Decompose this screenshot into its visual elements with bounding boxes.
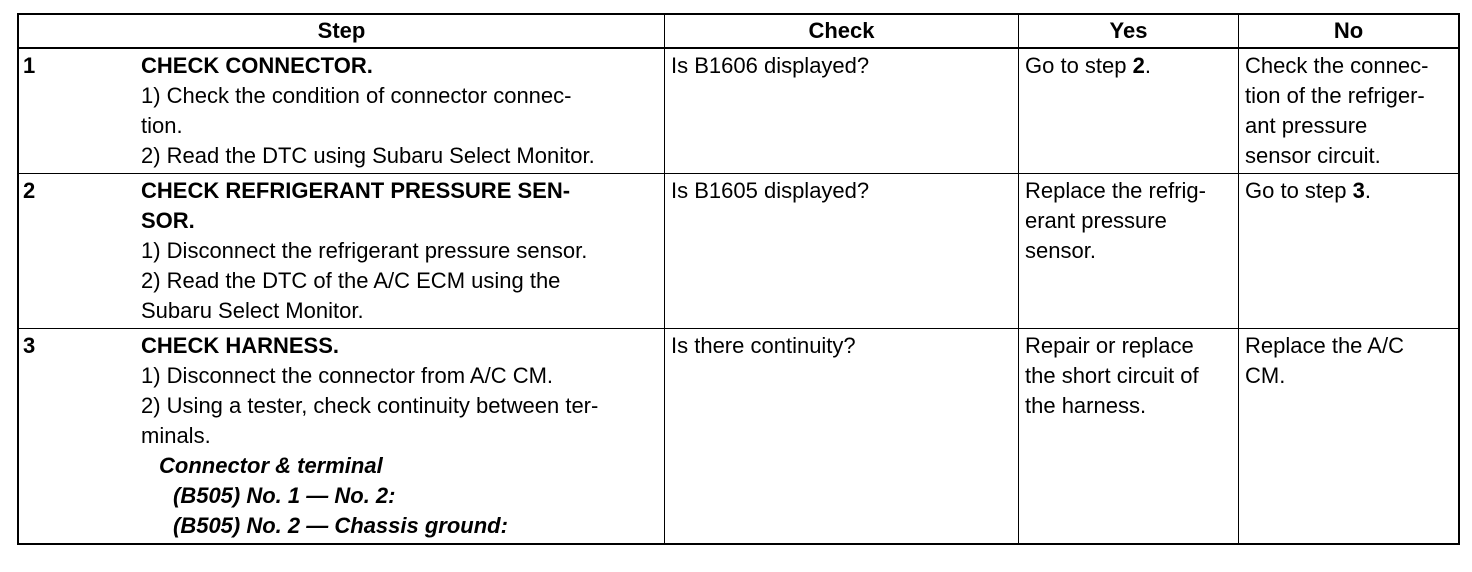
yes-step-link: 2	[1132, 53, 1145, 78]
connector-item: (B505) No. 2 — Chassis ground:	[173, 513, 508, 538]
yes-line: erant pressure	[1025, 208, 1167, 233]
no-line: Check the connec-	[1245, 53, 1429, 78]
header-step: Step	[19, 15, 665, 49]
step-line: 1) Check the condition of connector connec-	[141, 83, 572, 108]
yes-cell	[1019, 49, 1239, 174]
step-number: 2	[23, 178, 36, 203]
yes-line: the harness.	[1025, 393, 1147, 418]
step-line: 2) Read the DTC using Subaru Select Monitor.	[141, 143, 595, 168]
step-line: 1) Disconnect the connector from A/C CM.	[141, 363, 554, 388]
header-no: No	[1239, 15, 1458, 49]
step-cell	[19, 174, 665, 329]
no-step-link: 3	[1352, 178, 1365, 203]
no-line: sensor circuit.	[1245, 143, 1381, 168]
step-line: tion.	[141, 113, 183, 138]
no-text: Go to step	[1245, 178, 1353, 203]
step-content	[141, 51, 658, 171]
no-line: CM.	[1245, 363, 1286, 388]
step-title: SOR.	[141, 208, 195, 233]
no-cell	[1239, 174, 1458, 329]
no-line: tion of the refriger-	[1245, 83, 1425, 108]
step-line: 1) Disconnect the refrigerant pressure sensor.	[141, 238, 588, 263]
step-content	[141, 176, 658, 326]
step-cell	[19, 329, 665, 543]
step-title: CHECK HARNESS.	[141, 333, 340, 358]
step-line: 2) Read the DTC of the A/C ECM using the	[141, 268, 561, 293]
step-title: CHECK CONNECTOR.	[141, 53, 373, 78]
connector-item: (B505) No. 1 — No. 2:	[173, 483, 396, 508]
step-line: Subaru Select Monitor.	[141, 298, 364, 323]
yes-cell	[1019, 329, 1239, 543]
header-check: Check	[665, 15, 1019, 49]
step-title: CHECK REFRIGERANT PRESSURE SEN-	[141, 178, 571, 203]
check-cell: Is B1606 displayed?	[665, 49, 1019, 174]
yes-cell	[1019, 174, 1239, 329]
connector-title: Connector & terminal	[159, 453, 383, 478]
step-cell	[19, 49, 665, 174]
step-number: 3	[23, 333, 36, 358]
yes-text: Go to step	[1025, 53, 1133, 78]
yes-line: Repair or replace	[1025, 333, 1194, 358]
yes-line: Replace the refrig-	[1025, 178, 1206, 203]
no-line: Replace the A/C	[1245, 333, 1404, 358]
no-line: ant pressure	[1245, 113, 1368, 138]
yes-line: the short circuit of	[1025, 363, 1199, 388]
yes-line: sensor.	[1025, 238, 1096, 263]
step-line: minals.	[141, 423, 211, 448]
check-cell: Is there continuity?	[665, 329, 1019, 543]
no-cell	[1239, 329, 1458, 543]
header-yes: Yes	[1019, 15, 1239, 49]
step-line: 2) Using a tester, check continuity between ter-	[141, 393, 599, 418]
no-text-end: .	[1364, 178, 1371, 203]
check-cell: Is B1605 displayed?	[665, 174, 1019, 329]
step-content	[141, 331, 658, 541]
no-cell	[1239, 49, 1458, 174]
yes-text-end: .	[1144, 53, 1151, 78]
diagnostic-table	[17, 13, 1460, 545]
step-number: 1	[23, 53, 36, 78]
